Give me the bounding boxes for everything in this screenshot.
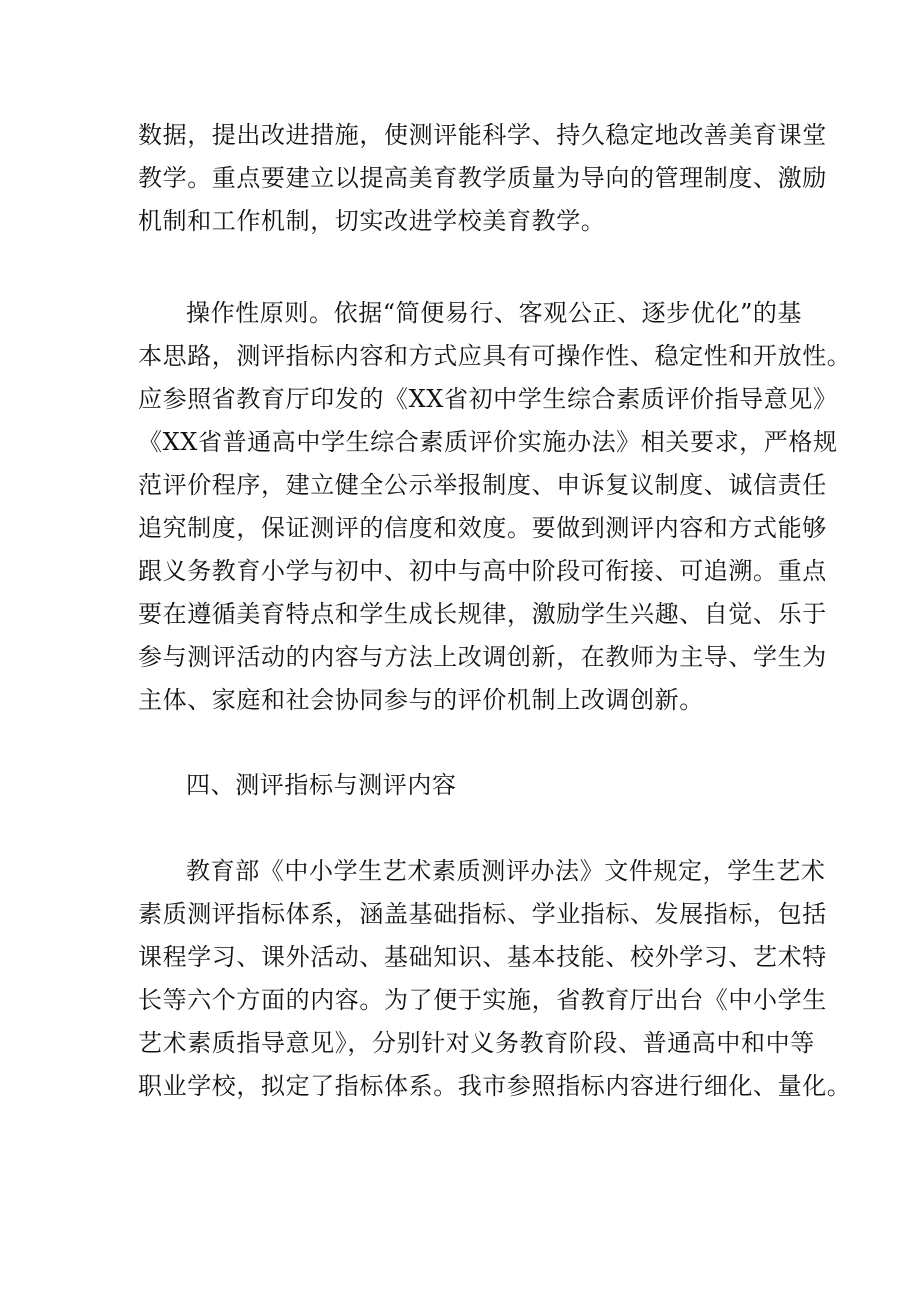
text-line: 课程学习、课外活动、基础知识、基本技能、校外学习、艺术特 bbox=[138, 943, 827, 971]
text-line: 职业学校，拟定了指标体系。我市参照指标内容进行细化、量化。 bbox=[138, 1072, 852, 1100]
text-line: 数据，提出改进措施，使测评能科学、持久稳定地改善美育课堂 bbox=[138, 121, 827, 149]
heading-text: 四、测评指标与测评内容 bbox=[186, 771, 457, 799]
text-line: 教育部《中小学生艺术素质测评办法》文件规定，学生艺术 bbox=[186, 857, 826, 885]
text-line: 长等六个方面的内容。为了便于实施，省教育厅出台《中小学生 bbox=[138, 986, 827, 1014]
text-line: 主体、家庭和社会协同参与的评价机制上改调创新。 bbox=[138, 686, 704, 714]
text-line: 本思路，测评指标内容和方式应具有可操作性、稳定性和开放性。 bbox=[138, 342, 852, 370]
text-line: 要在遵循美育特点和学生成长规律，激励学生兴趣、自觉、乐于 bbox=[138, 600, 827, 628]
paragraph-operability-principle bbox=[138, 292, 852, 722]
text-line: 《XX省普通高中学生综合素质评价实施办法》相关要求，严格规 bbox=[138, 428, 838, 456]
text-line: 操作性原则。依据“简便易行、客观公正、逐步优化”的基 bbox=[186, 299, 803, 327]
paragraph-evaluation-indicators bbox=[138, 850, 852, 1108]
text-line: 范评价程序，建立健全公示举报制度、申诉复议制度、诚信责任 bbox=[138, 471, 827, 499]
section-heading bbox=[138, 764, 788, 807]
text-line: 艺术素质指导意见》，分别针对义务教育阶段、普通高中和中等 bbox=[138, 1029, 815, 1057]
text-line: 机制和工作机制，切实改进学校美育教学。 bbox=[138, 207, 606, 235]
text-line: 教学。重点要建立以提高美育教学质量为导向的管理制度、激励 bbox=[138, 164, 827, 192]
text-line: 跟义务教育小学与初中、初中与高中阶段可衔接、可追溯。重点 bbox=[138, 557, 827, 585]
text-line: 素质测评指标体系，涵盖基础指标、学业指标、发展指标，包括 bbox=[138, 900, 827, 928]
paragraph-continuation bbox=[138, 114, 827, 243]
text-line: 追究制度，保证测评的信度和效度。要做到测评内容和方式能够 bbox=[138, 514, 827, 542]
text-line: 应参照省教育厅印发的《XX省初中学生综合素质评价指导意见》 bbox=[138, 385, 838, 413]
text-line: 参与测评活动的内容与方法上改调创新，在教师为主导、学生为 bbox=[138, 643, 827, 671]
